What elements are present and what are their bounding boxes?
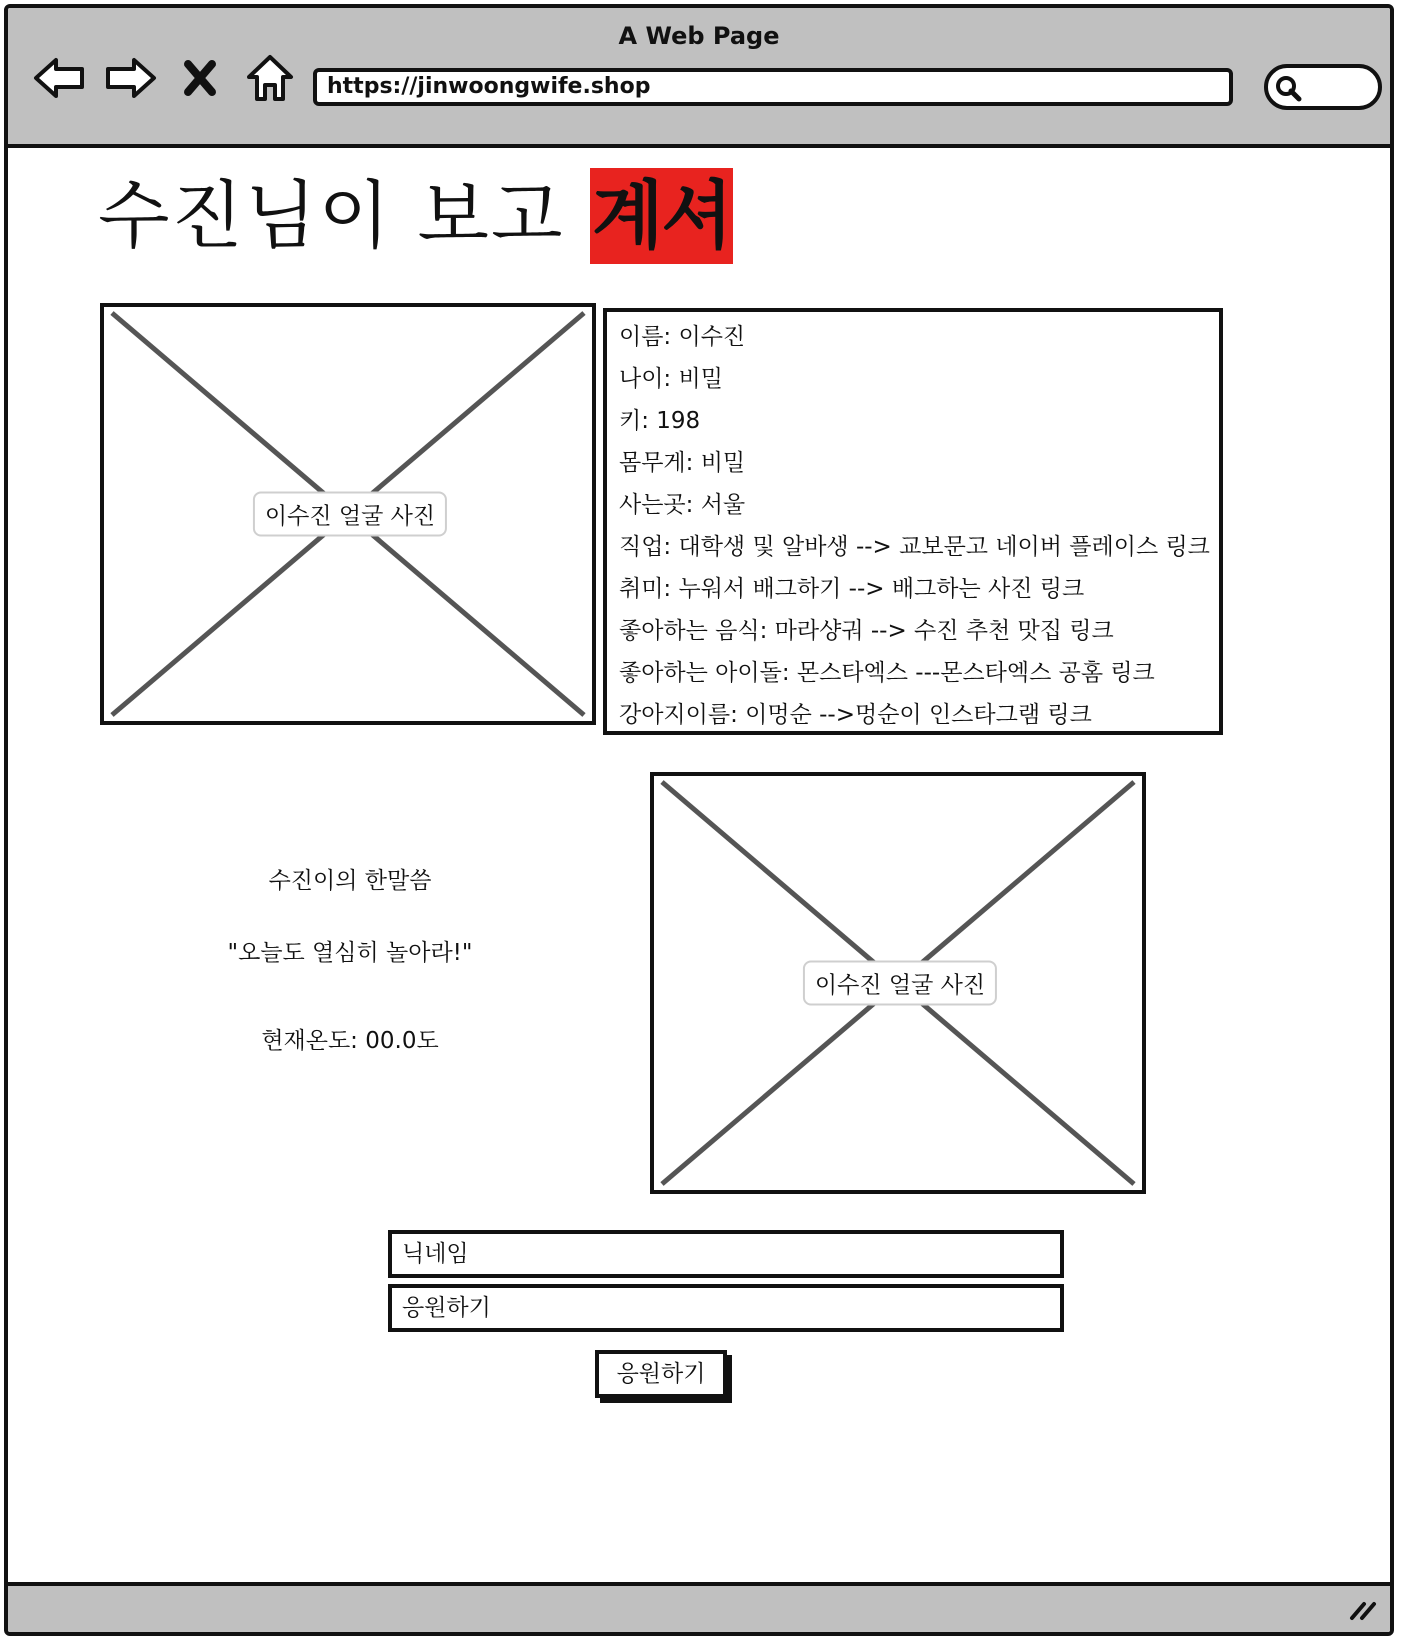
profile-info-box [603, 308, 1223, 735]
speech-quote: "오늘도 열심히 놀아라!" [227, 940, 473, 966]
temperature-readout: 현재온도: 00.0도 [261, 1028, 439, 1054]
info-height: 키: 198 [619, 408, 701, 434]
info-hobby-link[interactable]: 취미: 누워서 배그하기 --> 배그하는 사진 링크 [619, 576, 1085, 602]
browser-statusbar [8, 1582, 1390, 1632]
address-bar[interactable] [313, 68, 1233, 106]
resize-grip-icon[interactable] [1348, 1596, 1378, 1622]
cheer-submit-button[interactable]: 응원하기 [595, 1350, 727, 1398]
nickname-input[interactable]: 닉네임 [388, 1230, 1064, 1278]
forward-icon[interactable] [102, 50, 158, 106]
info-job-link[interactable]: 직업: 대학생 및 알바생 --> 교보문고 네이버 플레이스 링크 [619, 534, 1210, 560]
page-heading [98, 168, 733, 264]
photo-caption-2: 이수진 얼굴 사진 [803, 961, 997, 1006]
photo-placeholder-2 [650, 772, 1146, 1194]
info-dog-link[interactable]: 강아지이름: 이멍순 -->멍순이 인스타그램 링크 [619, 702, 1092, 728]
info-food-link[interactable]: 좋아하는 음식: 마라샹궈 --> 수진 추천 맛집 링크 [619, 618, 1114, 644]
browser-toolbar [8, 8, 1390, 148]
home-icon[interactable] [242, 50, 298, 106]
photo-placeholder-1 [100, 303, 596, 725]
window-title: A Web Page [618, 22, 780, 50]
speech-title: 수진이의 한말씀 [268, 868, 432, 894]
info-name: 이름: 이수진 [619, 324, 746, 350]
search-icon [1274, 74, 1304, 104]
nav-buttons [32, 50, 298, 106]
info-residence: 사는곳: 서울 [619, 492, 746, 518]
address-url: https://jinwoongwife.shop [327, 74, 651, 99]
info-idol-link[interactable]: 좋아하는 아이돌: 몬스타엑스 ---몬스타엑스 공홈 링크 [619, 660, 1155, 686]
info-age: 나이: 비밀 [619, 366, 723, 392]
back-icon[interactable] [32, 50, 88, 106]
close-icon[interactable] [172, 50, 228, 106]
heading-text: 수진님이 보고 [98, 173, 590, 259]
photo-caption-1: 이수진 얼굴 사진 [253, 492, 447, 537]
cheer-input[interactable]: 응원하기 [388, 1284, 1064, 1332]
search-box[interactable] [1264, 64, 1382, 110]
info-weight: 몸무게: 비밀 [619, 450, 746, 476]
heading-highlight: 계셔 [590, 168, 733, 264]
